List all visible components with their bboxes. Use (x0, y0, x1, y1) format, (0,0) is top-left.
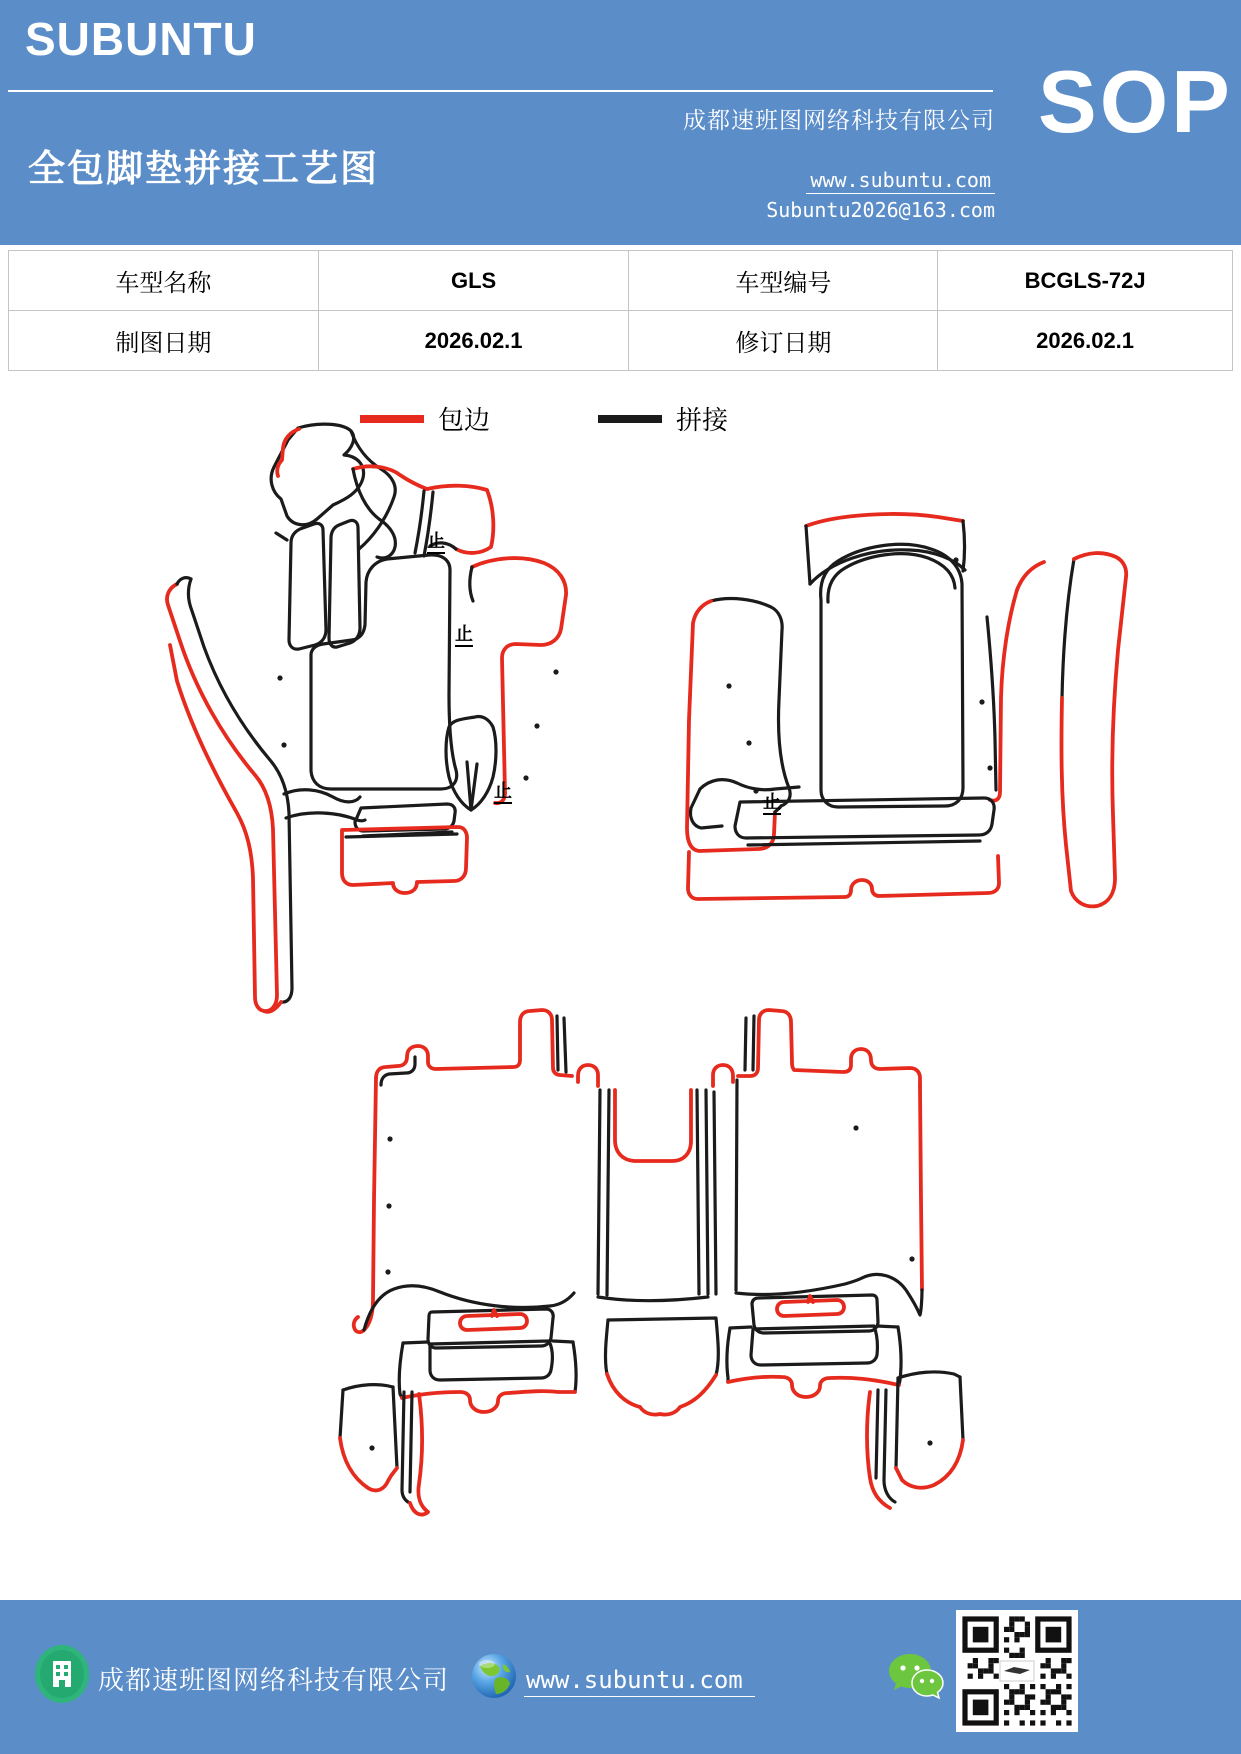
alignment-dot (553, 669, 558, 674)
table-row (9, 251, 1233, 311)
splice-line (286, 813, 365, 821)
splice-line (753, 1016, 754, 1070)
splice-line (343, 1385, 393, 1390)
rear-mat-group (340, 1010, 963, 1515)
mat-splice-diagram (0, 400, 1241, 1550)
splice-line (393, 1387, 397, 1468)
splice-line (311, 555, 457, 789)
splice-line (877, 1326, 898, 1327)
binding-line (808, 1296, 813, 1302)
splice-line (605, 1320, 608, 1374)
page-title: 全包脚垫拼接工艺图 (28, 149, 379, 190)
splice-line (960, 1377, 963, 1440)
draw-date-label: 制图日期 (9, 311, 319, 371)
splice-line (564, 1018, 566, 1072)
splice-line (471, 764, 477, 810)
splice-line (806, 526, 810, 584)
legend-label: 包边 (438, 406, 491, 435)
binding-line (1061, 553, 1126, 906)
model-code-label: 车型编号 (629, 251, 938, 311)
alignment-dot (909, 1256, 914, 1261)
splice-line (690, 789, 722, 828)
alignment-dot (386, 1203, 391, 1208)
wechat-icon (886, 1652, 946, 1704)
stop-mark: 止 (763, 793, 781, 815)
alignment-dot (387, 1136, 392, 1141)
alignment-dot (726, 683, 731, 688)
splice-line (399, 1343, 403, 1398)
binding-line (688, 852, 999, 899)
splice-line (876, 1390, 878, 1478)
splice-line (284, 790, 360, 802)
splice-line (706, 1090, 708, 1294)
splice-line (700, 780, 799, 790)
splice-line (736, 1278, 862, 1294)
splice-line (557, 1016, 558, 1070)
splice-line (276, 533, 287, 540)
revise-date-label: 修订日期 (629, 311, 938, 371)
legend-label: 拼接 (676, 406, 729, 435)
splice-line (608, 1318, 718, 1375)
header-email: Subuntu2026@163.com (766, 198, 995, 222)
splice-line (987, 617, 996, 790)
table-row (9, 311, 1233, 371)
splice-line (289, 523, 326, 649)
binding-line (738, 1010, 920, 1087)
model-name-value: GLS (318, 251, 629, 311)
alignment-dot (987, 765, 992, 770)
alignment-dot (281, 742, 286, 747)
footer-website-link[interactable]: www.subuntu.com (524, 1666, 755, 1697)
alignment-dot (979, 699, 984, 704)
splice-line (745, 1018, 746, 1070)
footer-company-name: 成都速班图网络科技有限公司 (98, 1666, 450, 1695)
binding-line (354, 1078, 376, 1332)
splice-line (963, 521, 965, 571)
binding-line (340, 1438, 397, 1490)
stop-mark: 止 (494, 782, 512, 804)
binding-line (402, 1391, 575, 1412)
binding-line (896, 1440, 963, 1488)
revise-date-value: 2026.02.1 (938, 311, 1233, 371)
front-right-mat-group (687, 514, 1126, 906)
splice-line (573, 1342, 576, 1392)
splice-line (553, 1341, 573, 1342)
model-code-value: BCGLS-72J (938, 251, 1233, 311)
splice-line (381, 1057, 415, 1085)
binding-line (687, 601, 775, 851)
alignment-dot (953, 557, 958, 562)
alignment-dot (753, 788, 758, 793)
splice-line (821, 544, 963, 807)
company-building-icon (34, 1644, 90, 1704)
alignment-dot (534, 723, 539, 728)
splice-line (340, 1390, 343, 1438)
splice-line (329, 520, 360, 647)
model-name-label: 车型名称 (9, 251, 319, 311)
splice-line (898, 1372, 960, 1378)
splice-line (896, 1378, 898, 1468)
header-company-name: 成都速班图网络科技有限公司 (683, 108, 995, 133)
binding-line (777, 1300, 844, 1316)
globe-icon (470, 1652, 518, 1700)
header-divider-line (8, 90, 993, 92)
brand-logo: SUBUNTU (25, 13, 257, 65)
binding-line (167, 584, 277, 1011)
splice-line (711, 599, 790, 806)
binding-line (376, 1010, 572, 1078)
splice-line (736, 1080, 737, 1290)
alignment-dot (746, 740, 751, 745)
alignment-dot (385, 1269, 390, 1274)
header-band (0, 0, 1241, 245)
binding-line (806, 514, 963, 526)
binding-line (728, 1377, 899, 1397)
header-website-link[interactable]: www.subuntu.com (806, 168, 995, 194)
splice-line (410, 1392, 412, 1492)
binding-line (615, 1090, 691, 1161)
splice-line (884, 1390, 895, 1502)
splice-line (598, 1090, 600, 1294)
splice-line (697, 1090, 699, 1294)
vehicle-info-table (8, 250, 1233, 371)
alignment-dot (277, 675, 282, 680)
splice-line (727, 1328, 730, 1382)
splice-line (1062, 559, 1074, 698)
binding-line (920, 1087, 922, 1290)
binding-line (472, 558, 566, 793)
front-left-mat-group (167, 424, 566, 1012)
stop-mark: 止 (455, 625, 473, 647)
splice-line (415, 491, 424, 553)
alignment-dot (369, 1445, 374, 1450)
binding-line (1017, 562, 1044, 590)
binding-line (713, 1065, 733, 1086)
splice-line (403, 1342, 428, 1343)
draw-date-value: 2026.02.1 (318, 311, 629, 371)
qr-code (956, 1610, 1078, 1732)
splice-line (598, 1297, 708, 1301)
splice-line (470, 567, 473, 601)
splice-line (714, 1092, 716, 1294)
binding-line (492, 1310, 497, 1316)
splice-line (607, 1090, 609, 1295)
alignment-dot (523, 775, 528, 780)
alignment-dot (853, 1125, 858, 1130)
alignment-dot (927, 1440, 932, 1445)
splice-line (748, 841, 980, 845)
sop-label: SOP (1038, 52, 1233, 151)
stop-mark: 止 (427, 532, 445, 554)
binding-line (607, 1374, 716, 1415)
splice-line (730, 1327, 751, 1328)
binding-line (578, 1065, 598, 1086)
